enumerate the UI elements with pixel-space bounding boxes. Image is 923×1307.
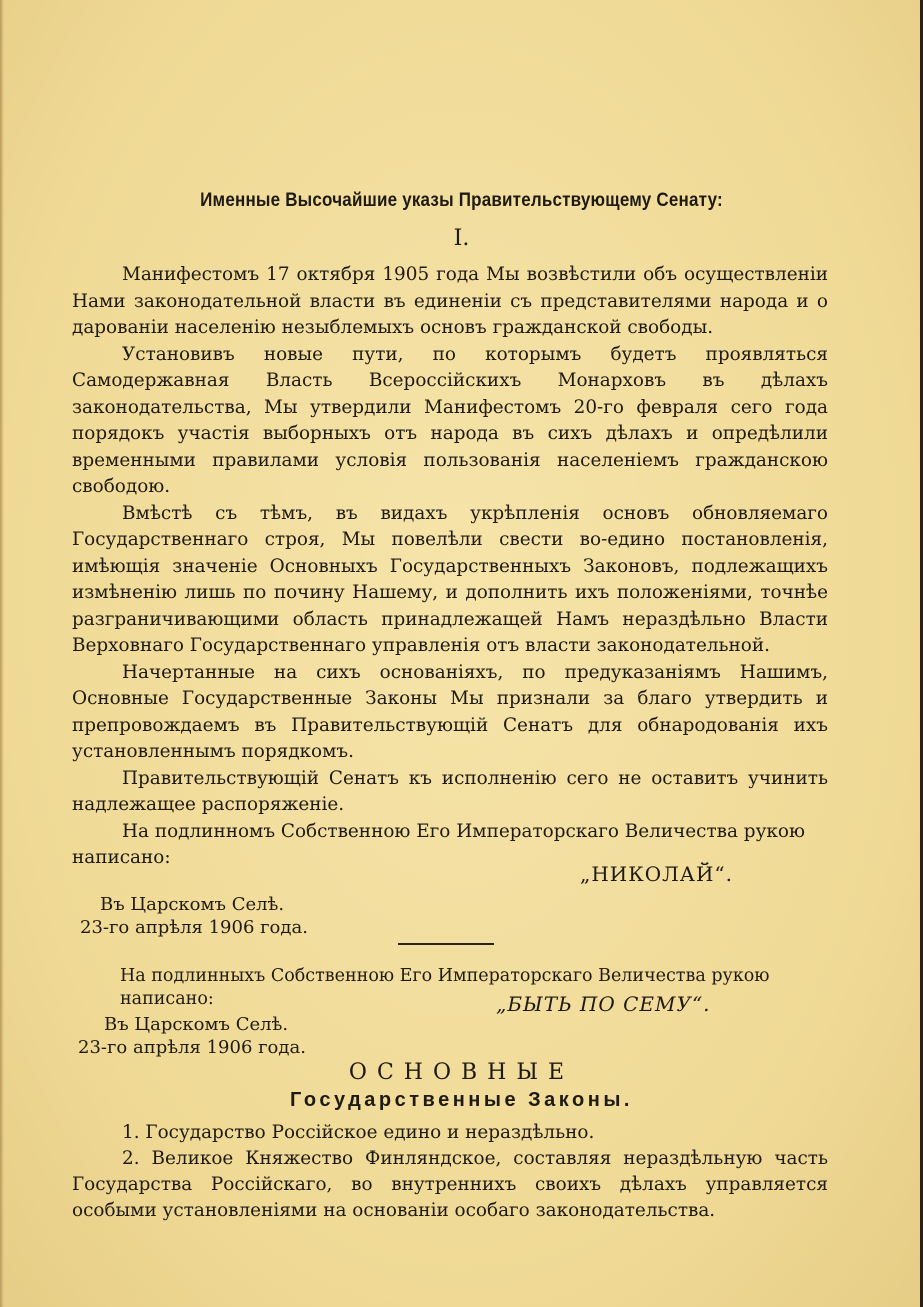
paragraph-3: Вмѣстѣ съ тѣмъ, въ видахъ укрѣпленiя основъ обновляемаго Государственнаго строя, Мы повелѣли свести во-едино постановленiя, имѣющiя значенiе Основныхъ Государственныхъ Законовъ, подлежащихъ измѣненiю лишь по почину Нашему, и дополнить ихъ положенiями, точнѣе разграничивающими область принадлежащей Намъ нераздѣльно Власти Верховнаго Государственнаго управленiя отъ власти законодательной.: [72, 502, 828, 656]
place-1: Въ Царскомъ Селѣ.: [100, 894, 285, 915]
place-date-1: [80, 893, 308, 939]
place-date-2: [78, 1013, 306, 1059]
paragraph-4: Начертанные на сихъ основанiяхъ, по предуказанiямъ Нашимъ, Основные Государственные Законы Мы признали за благо утвердить и препровождаемъ въ Правительствующiй Сенатъ для обнародованiя ихъ установленнымъ порядкомъ.: [72, 661, 828, 762]
place-2: Въ Царскомъ Селѣ.: [104, 1014, 289, 1035]
date-2: 23-го апрѣля 1906 года.: [78, 1037, 306, 1058]
section-number: I.: [453, 226, 470, 251]
articles: [72, 1120, 828, 1224]
note-2: На подлинныхъ Собственною Его Императорскаго Величества рукою написано:: [120, 966, 770, 1009]
decree-title: Именные Высочайшие указы Правительствующему Сенату:: [200, 188, 723, 211]
heading-osnovnye: ОСНОВНЫЕ: [348, 1060, 575, 1085]
signature-byt-po-semu: „БЫТЬ ПО СЕМУ“.: [496, 992, 711, 1016]
paragraph-5: Правительствующiй Сенатъ къ исполненiю сего не оставитъ учинить надлежащее распоряженiе.: [72, 767, 828, 815]
article-2: 2. Великое Княжество Финляндское, составляя нераздѣльную часть Государства Россiйскаго, во внутреннихъ своихъ дѣлахъ управляется особыми установленiями на основанiи особаго законодательства.: [72, 1148, 828, 1221]
paragraph-1: Манифестомъ 17 октября 1905 года Мы возвѣстили объ осуществленiи Нами законодательной власти въ единенiи съ представителями народа и о дарованiи населенiю незыблемыхъ основъ гражданской свободы.: [72, 264, 828, 338]
paragraph-6: На подлинномъ Собственною Его Императорскаго Величества рукою написано:: [72, 820, 805, 868]
signature-nikolai: „НИКОЛАЙ“.: [580, 862, 733, 886]
heading-gosudarstvennye-zakony: Государственные Законы.: [290, 1089, 633, 1111]
date-1: 23-го апрѣля 1906 года.: [80, 917, 308, 938]
decree-body: [72, 262, 828, 872]
paragraph-2: Установивъ новые пути, по которымъ будетъ проявляться Самодержавная Власть Всероссiйскихъ Монарховъ въ дѣлахъ законодательства, Мы утвердили Манифестомъ 20-го февраля сего года порядокъ участiя выборныхъ отъ народа въ сихъ дѣлахъ и опредѣлили временными правилами условiя пользованiя населенiемъ гражданскою свободою.: [72, 343, 828, 497]
article-1: 1. Государство Россiйское едино и нераздѣльно.: [122, 1122, 595, 1143]
divider-rule: [398, 943, 494, 945]
